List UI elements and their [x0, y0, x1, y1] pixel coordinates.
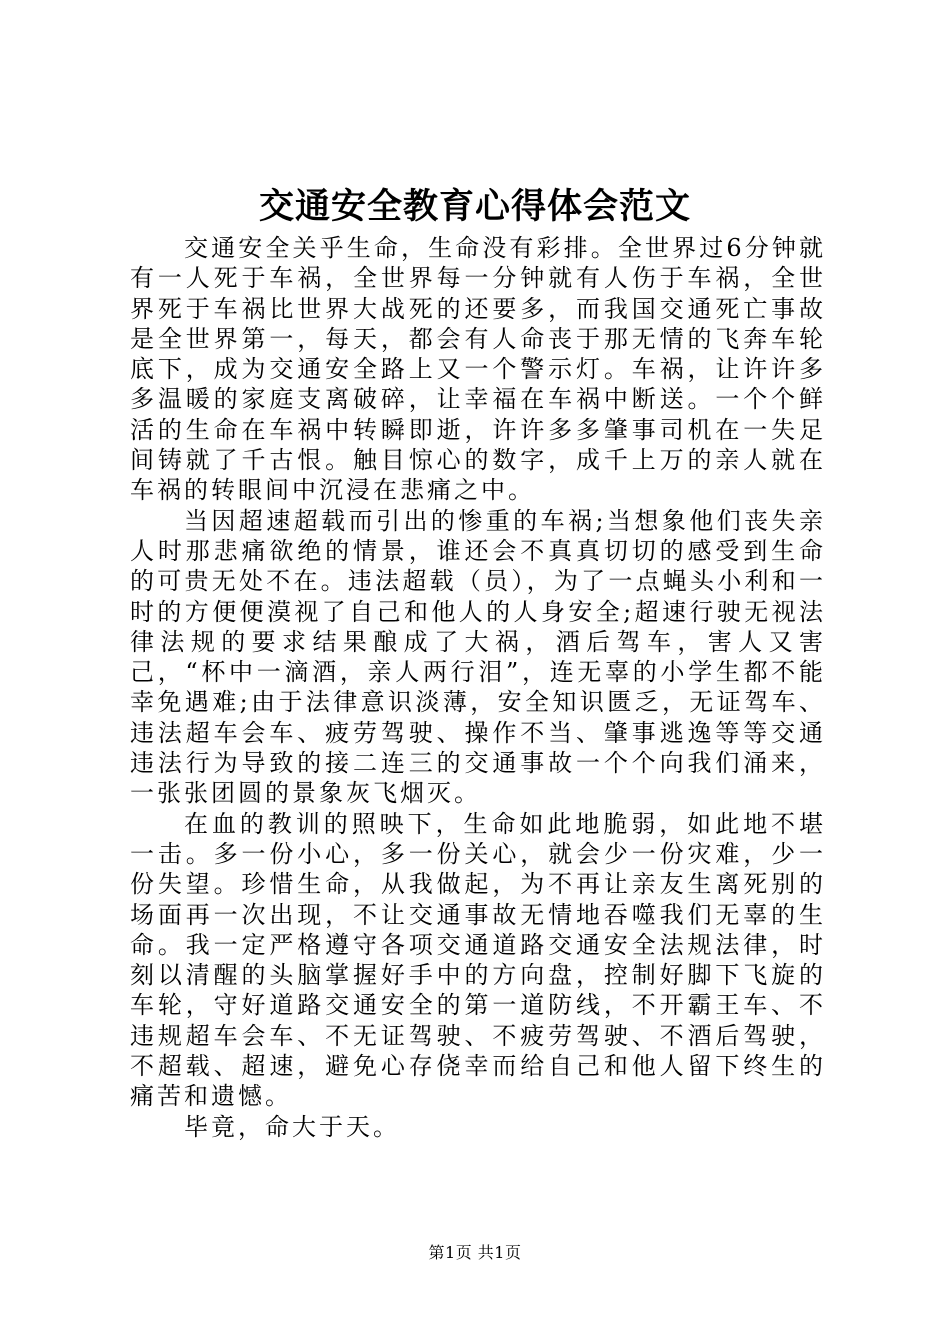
document-title: 交通安全教育心得体会范文	[258, 187, 691, 227]
page-footer	[0, 1242, 950, 1264]
paragraph-3: 在血的教训的照映下，生命如此地脆弱，如此地不堪一击。多一份小心，多一份关心，就会少一份灾难，少一份失望。珍惜生命，从我做起，为不再让亲友生离死别的场面再一次出现，不让交通事故无情地吞噬我们无辜的生命。我一定严格遵守各项交通道路交通安全法规法律，时刻以清醒的头脑掌握好手中的方向盘，控制好脚下飞旋的车轮，守好道路交通安全的第一道防线，不开霸王车、不违规超车会车、不无证驾驶、不疲劳驾驶、不酒后驾驶，不超载、超速，避免心存侥幸而给自己和他人留下终生的痛苦和遗憾。	[130, 809, 826, 1111]
document-body	[130, 233, 826, 1142]
paragraph-2: 当因超速超载而引出的惨重的车祸;当想象他们丧失亲人时那悲痛欲绝的情景，谁还会不真真切切的感受到生命的可贵无处不在。违法超载（员），为了一点蝇头小利和一时的方便便漠视了自己和他人的人身安全;超速行驶无视法律法规的要求结果酿成了大祸，酒后驾车，害人又害己，“杯中一滴酒，亲人两行泪”，连无辜的小学生都不能幸免遇难;由于法律意识淡薄，安全知识匮乏，无证驾车、违法超车会车、疲劳驾驶、操作不当、肇事逃逸等等交通违法行为导致的接二连三的交通事故一个个向我们涌来，一张张团圆的景象灰飞烟灭。	[130, 506, 826, 808]
paragraph-4: 毕竟，命大于天。	[184, 1112, 400, 1141]
paragraph-1: 交通安全关乎生命，生命没有彩排。全世界过6分钟就有一人死于车祸，全世界每一分钟就有人伤于车祸，全世界死于车祸比世界大战死的还要多，而我国交通死亡事故是全世界第一，每天，都会有人命丧于那无情的飞奔车轮底下，成为交通安全路上又一个警示灯。车祸，让许许多多温暖的家庭支离破碎，让幸福在车祸中断送。一个个鲜活的生命在车祸中转瞬即逝，许许多多肇事司机在一失足间铸就了千古恨。触目惊心的数字，成千上万的亲人就在车祸的转眼间中沉浸在悲痛之中。	[130, 234, 826, 505]
page-number: 第1页 共1页	[428, 1243, 522, 1262]
